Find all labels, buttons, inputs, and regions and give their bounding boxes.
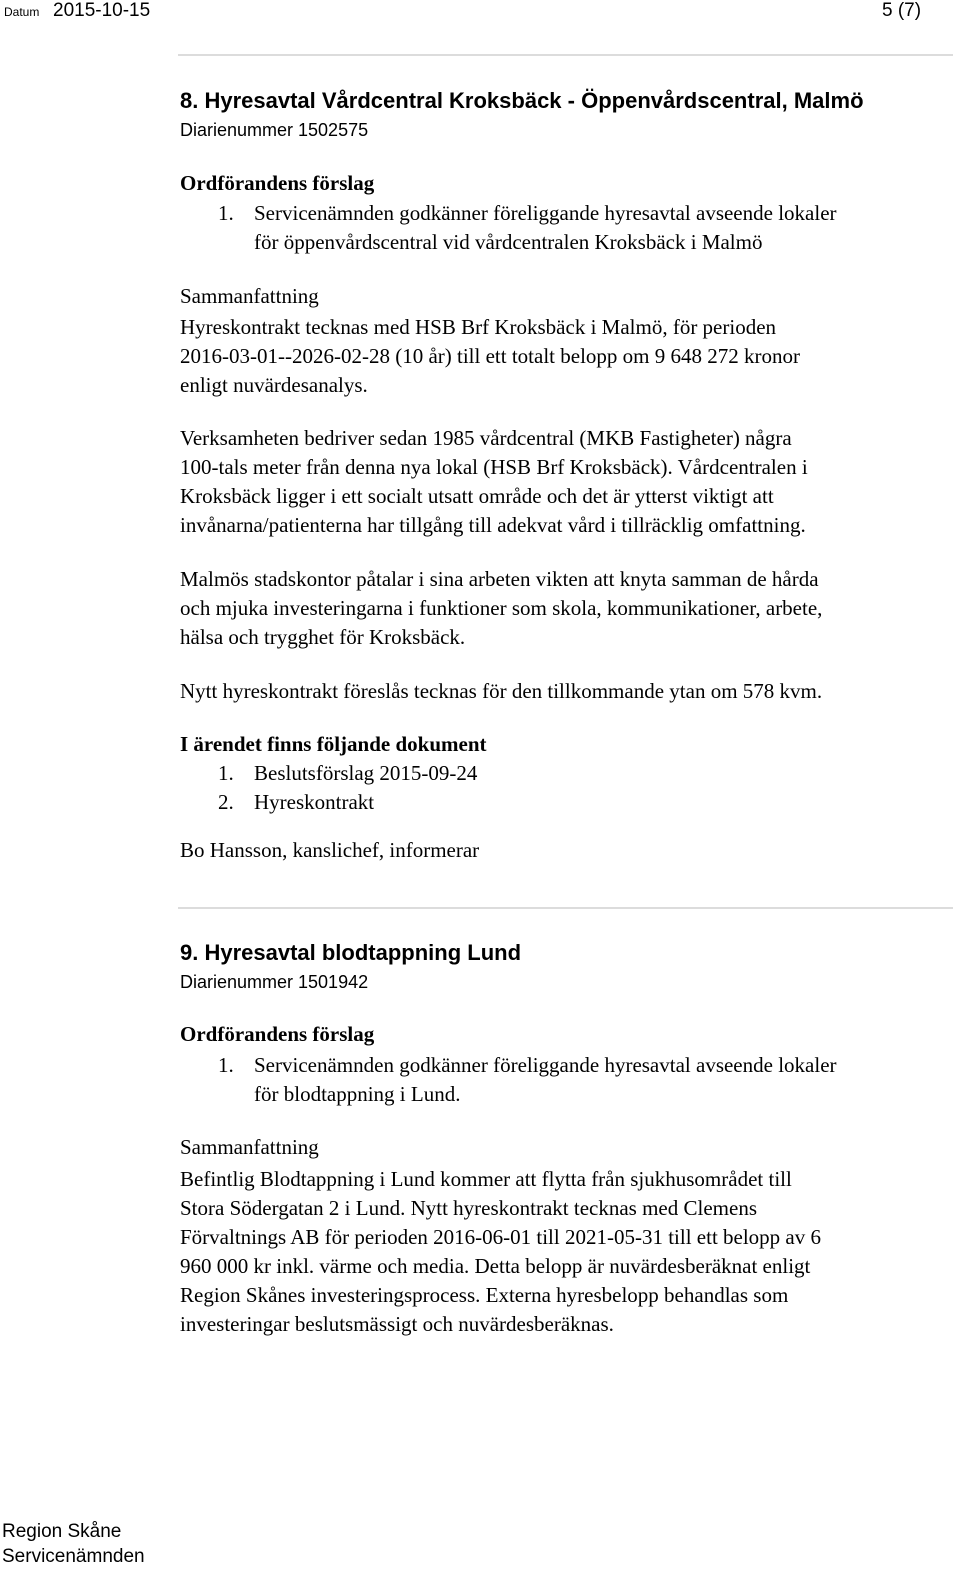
summary-heading: Sammanfattning <box>180 284 319 308</box>
summary-heading: Sammanfattning <box>180 1135 319 1159</box>
list-number: 1. <box>218 201 234 225</box>
diarienummer: Diarienummer 1502575 <box>180 120 369 140</box>
list-text: Hyreskontrakt <box>254 790 375 814</box>
section-title: 9. Hyresavtal blodtappning Lund <box>180 940 522 965</box>
diarienummer: Diarienummer 1501942 <box>180 972 369 992</box>
list-text: Servicenämnden godkänner föreliggande hyresavtal avseende lokaler för öppenvårdscentral vid vårdcentralen Kroksbäck i Malmö <box>254 201 837 254</box>
list-item <box>180 1051 837 1109</box>
section-divider <box>178 54 953 56</box>
paragraph: Verksamheten bedriver sedan 1985 vårdcentral (MKB Fastigheter) några 100-tals meter från denna nya lokal (HSB Brf Kroksbäck). Vårdcentralen i Kroksbäck ligger i ett socialt utsatt område och det är ytterst viktigt att invånarna/patienterna har tillgång till adekvat vård i tillräcklig omfattning. <box>180 426 808 537</box>
paragraph: Malmös stadskontor påtalar i sina arbeten vikten att knyta samman de hårda och mjuka investeringarna i funktioner som skola, kommunikationer, arbete, hälsa och trygghet för Kroksbäck. <box>180 567 823 649</box>
paragraph: Befintlig Blodtappning i Lund kommer att flytta från sjukhusområdet till Stora Södergatan 2 i Lund. Nytt hyreskontrakt tecknas med Clemens Förvaltnings AB för perioden 2016-06-01 till 2021-05-31 till ett belopp av 6 960 000 kr inkl. värme och media. Detta belopp är nuvärdesberäknat enligt Region Skånes investeringsprocess. Externa hyresbelopp behandlas som investeringar beslutsmässigt och nuvärdesberäknas. <box>180 1167 822 1336</box>
proposal-list <box>180 1051 837 1109</box>
header-date-label: Datum <box>4 5 40 19</box>
presenter-line: Bo Hansson, kanslichef, informerar <box>180 838 480 862</box>
page-number: 5 (7) <box>882 0 922 21</box>
proposal-heading: Ordförandens förslag <box>180 1022 375 1046</box>
list-number: 1. <box>218 761 234 785</box>
section-title: 8. Hyresavtal Vårdcentral Kroksbäck - Öppenvårdscentral, Malmö <box>180 88 864 113</box>
proposal-list <box>180 199 837 257</box>
paragraph: Nytt hyreskontrakt föreslås tecknas för den tillkommande ytan om 578 kvm. <box>180 679 823 703</box>
paragraph: Hyreskontrakt tecknas med HSB Brf Kroksbäck i Malmö, för perioden 2016-03-01--2026-02-28 (10 år) till ett totalt belopp om 9 648 272 kronor enligt nuvärdesanalys. <box>180 315 800 397</box>
list-item <box>180 759 477 788</box>
documents-heading: I ärendet finns följande dokument <box>180 732 487 756</box>
list-number: 1. <box>218 1053 234 1077</box>
list-item <box>180 199 837 257</box>
section-divider <box>178 907 953 909</box>
header-date: 2015-10-15 <box>53 0 151 21</box>
footer-org: Region Skåne <box>2 1521 122 1542</box>
list-number: 2. <box>218 790 234 814</box>
list-text: Beslutsförslag 2015-09-24 <box>254 761 478 785</box>
documents-list <box>180 759 477 817</box>
footer-unit: Servicenämnden <box>2 1546 145 1567</box>
list-text: Servicenämnden godkänner föreliggande hyresavtal avseende lokaler för blodtappning i Lund. <box>254 1053 837 1106</box>
list-item <box>180 788 477 817</box>
proposal-heading: Ordförandens förslag <box>180 171 375 195</box>
